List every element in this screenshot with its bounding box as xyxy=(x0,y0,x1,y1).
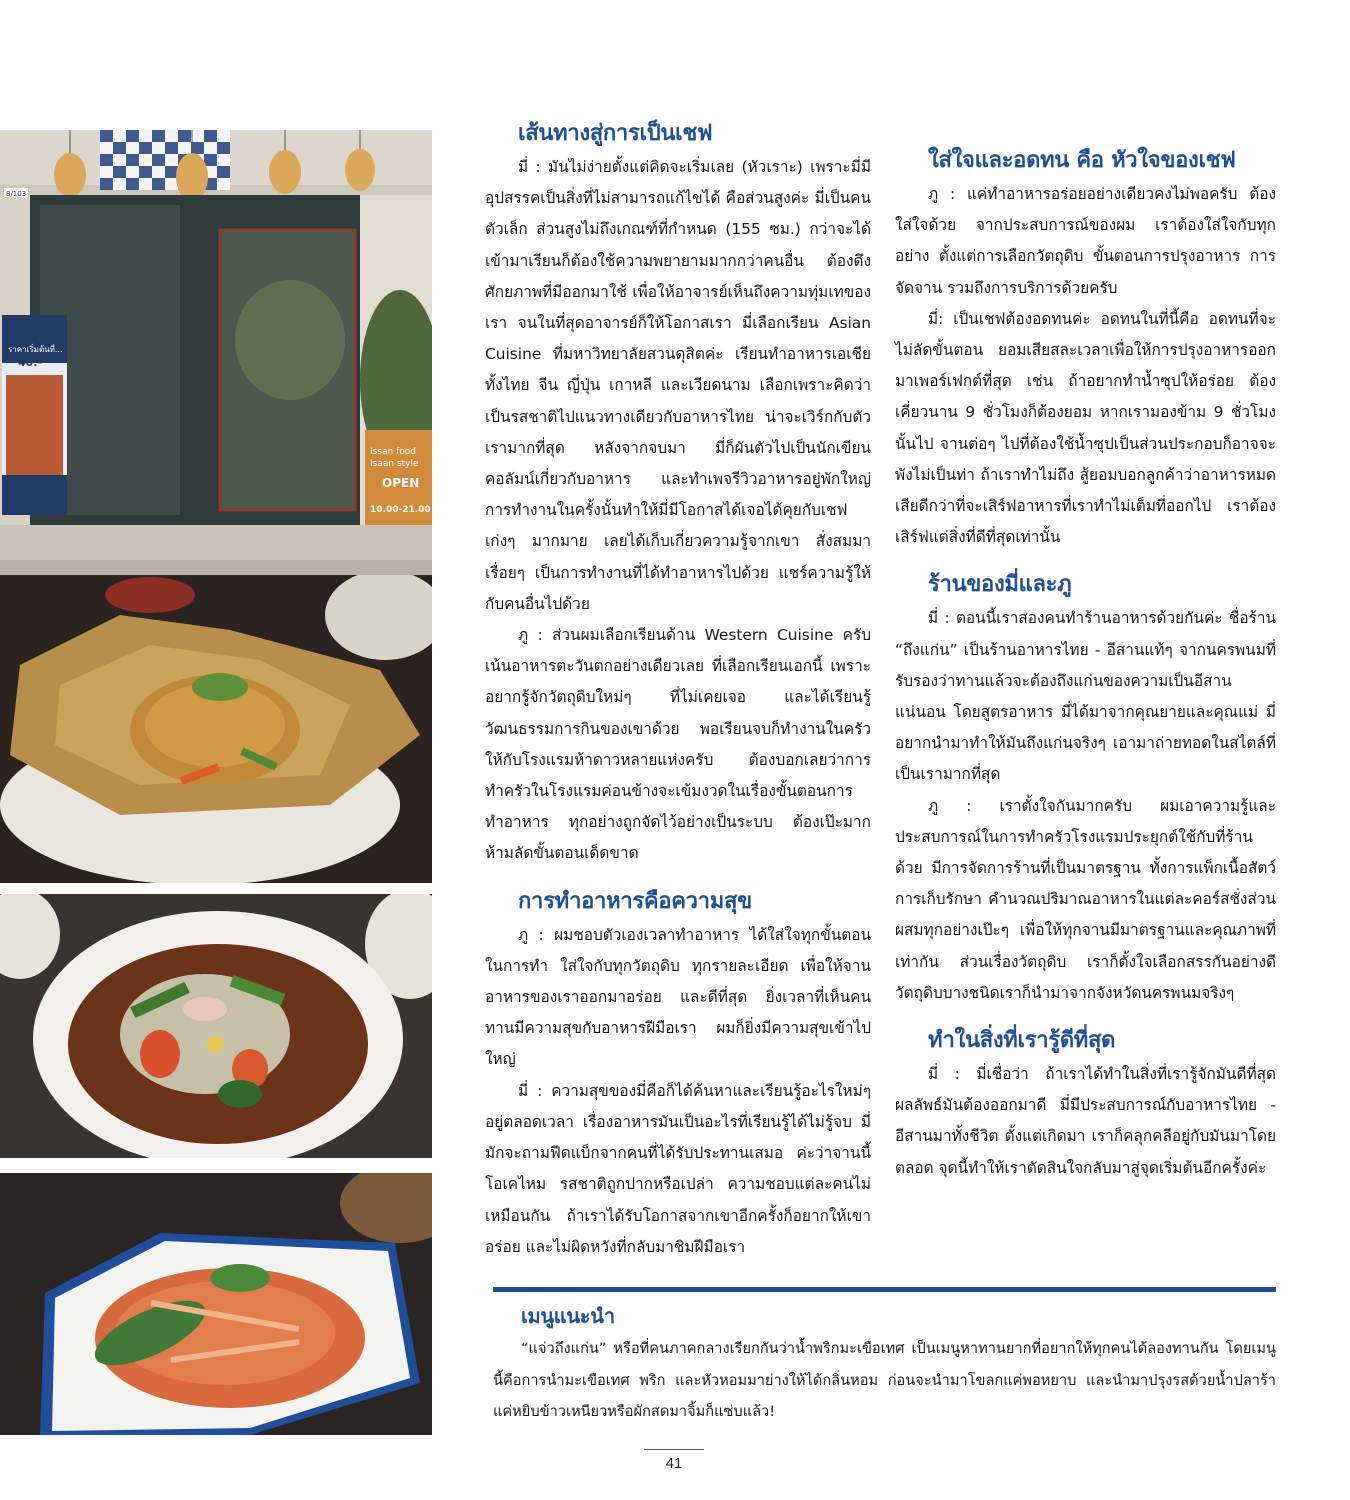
photo-column xyxy=(0,0,432,1500)
paragraph-mee-patience: มี่: เป็นเชฟต้องอดทนค่ะ อดทนในที่นี้คือ อดทนที่จะไม่ลัดขั้นตอน ยอมเสียสละเวลาเพื่อให้การปรุงอาหารออกมาเพอร์เฟกต์ที่สุด เช่น ถ้าอยากทำน้ำซุปให้อร่อย ต้องเคี่ยวนาน 9 ชั่วโมงก็ต้องยอม หากเรามองข้าม 9 ชั่วโมงนั้นไป จานต่อๆ ไปที่ต้องใช้น้ำซุปเป็นส่วนประกอบก็อาจจะพังไม่เป็นท่า ถ้าเราทำไม่ถึง สู้ยอมบอกลูกค้าว่าอาหารหมดเสียดีกว่าที่จะเสิร์ฟอาหารที่เราทำไม่เต็มที่ออกไป เราต้องเสิร์ฟแต่สิ่งที่ดีที่สุดเท่านั้น xyxy=(895,309,1276,547)
section-heading-care-patience: ใส่ใจและอดทน คือ หัวใจของเชฟ xyxy=(928,148,1236,173)
paragraph-mee-know: มี่ : มี่เชื่อว่า ถ้าเราได้ทำในสิ่งที่เรารู้จักมันดีที่สุด ผลลัพธ์มันต้องออกมาดี มี่มีประสบการณ์กับอาหารไทย - อีสานมาทั้งชีวิต ตั้งแต่เกิดมา เราก็คลุกคลีอยู่กับมันมาโดยตลอด จุดนี้ทำให้เราตัดสินใจกลับมาสู่จุดเริ่มต้นอีกครั้งค่ะ xyxy=(895,1065,1276,1177)
recommended-menu-box xyxy=(493,1299,1276,1428)
paragraph-phu-path: ภู : ส่วนผมเลือกเรียนด้าน Western Cuisine ครับ เน้นอาหารตะวันตกอย่างเดียวเลย ที่เลือกเรียนเอกนี้ เพราะอยากรู้จักวัตถุดิบใหม่ๆ ที่ไม่เคยเจอ และได้เรียนรู้วัฒนธรรมการกินของเขาด้วย พอเรียนจบก็ทำงานในครัวให้กับโรงแรมห้าดาวหลายแห่งครับ ต้องบอกเลยว่าการทำครัวในโรงแรมค่อนข้างจะเข้มงวดในเรื่องขั้นตอนการทำอาหาร ทุกอย่างถูกจัดไว้อย่างเป็นระบบ ต้องเป๊ะมาก ห้ามลัดขั้นตอนเด็ดขาด xyxy=(485,626,871,863)
paragraph-mee-restaurant: มี่ : ตอนนี้เราสองคนทำร้านอาหารด้วยกันค่ะ ชื่อร้าน “ถึงแก่น” เป็นร้านอาหารไทย - อีสานแท้ๆ จากนครพนมที่รับรองว่าทานแล้วจะต้องถึงแก่นของความเป็นอีสานแน่นอน โดยสูตรอาหาร มี่ได้มาจากคุณยายและคุณแม่ มี่อยากนำมาทำให้มันถึงแก่นจริงๆ เอามาถ่ายทอดในสไตล์ที่เป็นเรามากที่สุด xyxy=(895,609,1276,784)
left-text-column xyxy=(485,116,871,1263)
section-heading-path-to-chef: เส้นทางสู่การเป็นเชฟ xyxy=(518,121,713,146)
right-text-column xyxy=(895,143,1276,1184)
paragraph-phu-restaurant: ภู : เราตั้งใจกันมากครับ ผมเอาความรู้และประสบการณ์ในการทำครัวโรงแรมประยุกต์ใช้กับที่ร้านด้วย มีการจัดการร้านที่เป็นมาตรฐาน ทั้งการแพ็กเนื้อสัตว์ การเก็บรักษา คำนวณปริมาณอาหารในแต่ละคอร์สชั่งส่วนผสมทุกอย่างเป๊ะๆ เพื่อให้ทุกจานมีมาตรฐานและคุณภาพที่เท่ากัน ส่วนเรื่องวัตถุดิบ เราก็ตั้งใจเลือกสรรกันอย่างดี วัตถุดิบบางชนิดเราก็นำมาจากจังหวัดนครพนมจริงๆ xyxy=(895,796,1276,1002)
address-plate: 8/103 xyxy=(6,190,27,198)
paragraph-mee-path: มี่ : มันไม่ง่ายตั้งแต่คิดจะเริ่มเลย (หัวเราะ) เพราะมี่มีอุปสรรคเป็นสิ่งที่ไม่สามารถแก้ไขได้ คือส่วนสูงค่ะ มี่เป็นคนตัวเล็ก ส่วนสูงไม่ถึงเกณฑ์ที่กำหนด (155 ซม.) กว่าจะได้เข้ามาเรียนก็ต้องใช้ความพยายามมากกว่าคนอื่น ต้องดึงศักยภาพที่มีออกมาใช้ เพื่อให้อาจารย์เห็นถึงความทุ่มเทของเรา จนในที่สุดอาจารย์ก็ให้โอกาสเรา มี่เลือกเรียน Asian Cuisine ที่มหาวิทยาลัยสวนดุสิตค่ะ เรียนทำอาหารเอเชีย ทั้งไทย จีน ญี่ปุ่น เกาหลี และเวียดนาม เลือกเพราะคิดว่าเป็นรสชาติไปแนวทางเดียวกับอาหารไทย น่าจะเวิร์กกับตัวเรามากที่สุด หลังจากจบมา มี่ก็ผันตัวไปเป็นนักเขียนคอลัมน์เกี่ยวกับอาหาร และทำเพจรีวิวอาหารอยู่พักใหญ่ การทำงานในครั้งนั้นทำให้มี่มีโอกาสได้เจอได้คุยกับเชฟเก่งๆ มากมาย เลยได้เก็บเกี่ยวความรู้จากเขา สั่งสมมาเรื่อยๆ เป็นการทำงานที่ได้ทำอาหารไปด้วย แชร์ความรู้ให้กับคนอื่นไปด้วย xyxy=(485,158,871,613)
recommended-menu-text: “แจ่วถึงแก่น” หรือที่คนภาคกลางเรียกกันว่าน้ำพริกมะเขือเทศ เป็นเมนูหาทานยากที่อยากให้ทุกคนได้ลองทานกัน โดยเมนูนี้คือการนำมะเขือเทศ พริก และหัวหอมมาย่างให้ได้กลิ่นหอม ก่อนจะนำมาโขลกแค่พอหยาบ และนำมาปรุงรสด้วยน้ำปลาร้า แค่หยิบข้าวเหนียวหรือผักสดมาจิ้มก็แซ่บแล้ว! xyxy=(493,1340,1276,1420)
paragraph-phu-care: ภู : แค่ทำอาหารอร่อยอย่างเดียวคงไม่พอครับ ต้องใส่ใจด้วย จากประสบการณ์ของผม เราต้องใส่ใจกับทุกอย่าง ตั้งแต่การเลือกวัตถุดิบ ขั้นตอนการปรุงอาหาร การจัดจาน รวมถึงการบริการด้วยครับ xyxy=(895,185,1276,297)
spicy-seafood-salad-photo xyxy=(0,894,432,1158)
sign-hours: 10.00-21.00 xyxy=(370,505,431,515)
banner-price: 40.- xyxy=(18,356,43,369)
banner-price-label: ราคาเริ่มต้นที่... xyxy=(8,345,63,354)
page-number-rule xyxy=(644,1449,704,1450)
page-number: 41 xyxy=(665,1455,683,1472)
paragraph-mee-happiness: มี่ : ความสุขของมี่คือก็ได้ค้นหาและเรียนรู้อะไรใหม่ๆ อยู่ตลอดเวลา เรื่องอาหารมันเป็นอะไรที่เรียนรู้ได้ไม่รู้จบ มี่มักจะถามฟีดแบ็กจากคนที่ได้รับประทานเสมอ ค่ะว่าจานนี้โอเคไหม รสชาติถูกปากหรือเปล่า ความชอบแต่ละคนไม่เหมือนกัน ถ้าเราได้รับโอกาสจากเขาอีกครั้งก็อยากให้เขาอร่อย และไม่ผิดหวังที่กลับมาชิมฝีมือเรา xyxy=(485,1081,871,1256)
storefront-photo xyxy=(0,130,432,575)
sign-line-2: Isaan style xyxy=(370,459,419,469)
noodle-on-banana-leaf-photo xyxy=(0,575,432,883)
menu-divider-bar xyxy=(493,1287,1276,1292)
shrimp-dish-enamel-tray-photo xyxy=(0,1173,432,1435)
sign-line-1: Issan food xyxy=(370,447,417,457)
recommended-menu-heading: เมนูแนะนำ xyxy=(521,1304,615,1328)
sign-open: OPEN xyxy=(382,476,420,490)
section-heading-do-what-you-know: ทำในสิ่งที่เรารู้ดีที่สุด xyxy=(928,1028,1116,1054)
paragraph-phu-happiness: ภู : ผมชอบตัวเองเวลาทำอาหาร ได้ใส่ใจทุกขั้นตอนในการทำ ใส่ใจกับทุกวัตถุดิบ ทุกรายละเอียด เพื่อให้จานอาหารของเราออกมาอร่อย และดีที่สุด ยิ่งเวลาที่เห็นคนทานมีความสุขกับอาหารฝีมือเรา ผมก็ยิ่งมีความสุขเข้าไปใหญ่ xyxy=(485,925,871,1069)
section-heading-restaurant: ร้านของมี่และภู xyxy=(928,572,1072,598)
section-heading-cooking-happiness: การทำอาหารคือความสุข xyxy=(518,888,752,914)
